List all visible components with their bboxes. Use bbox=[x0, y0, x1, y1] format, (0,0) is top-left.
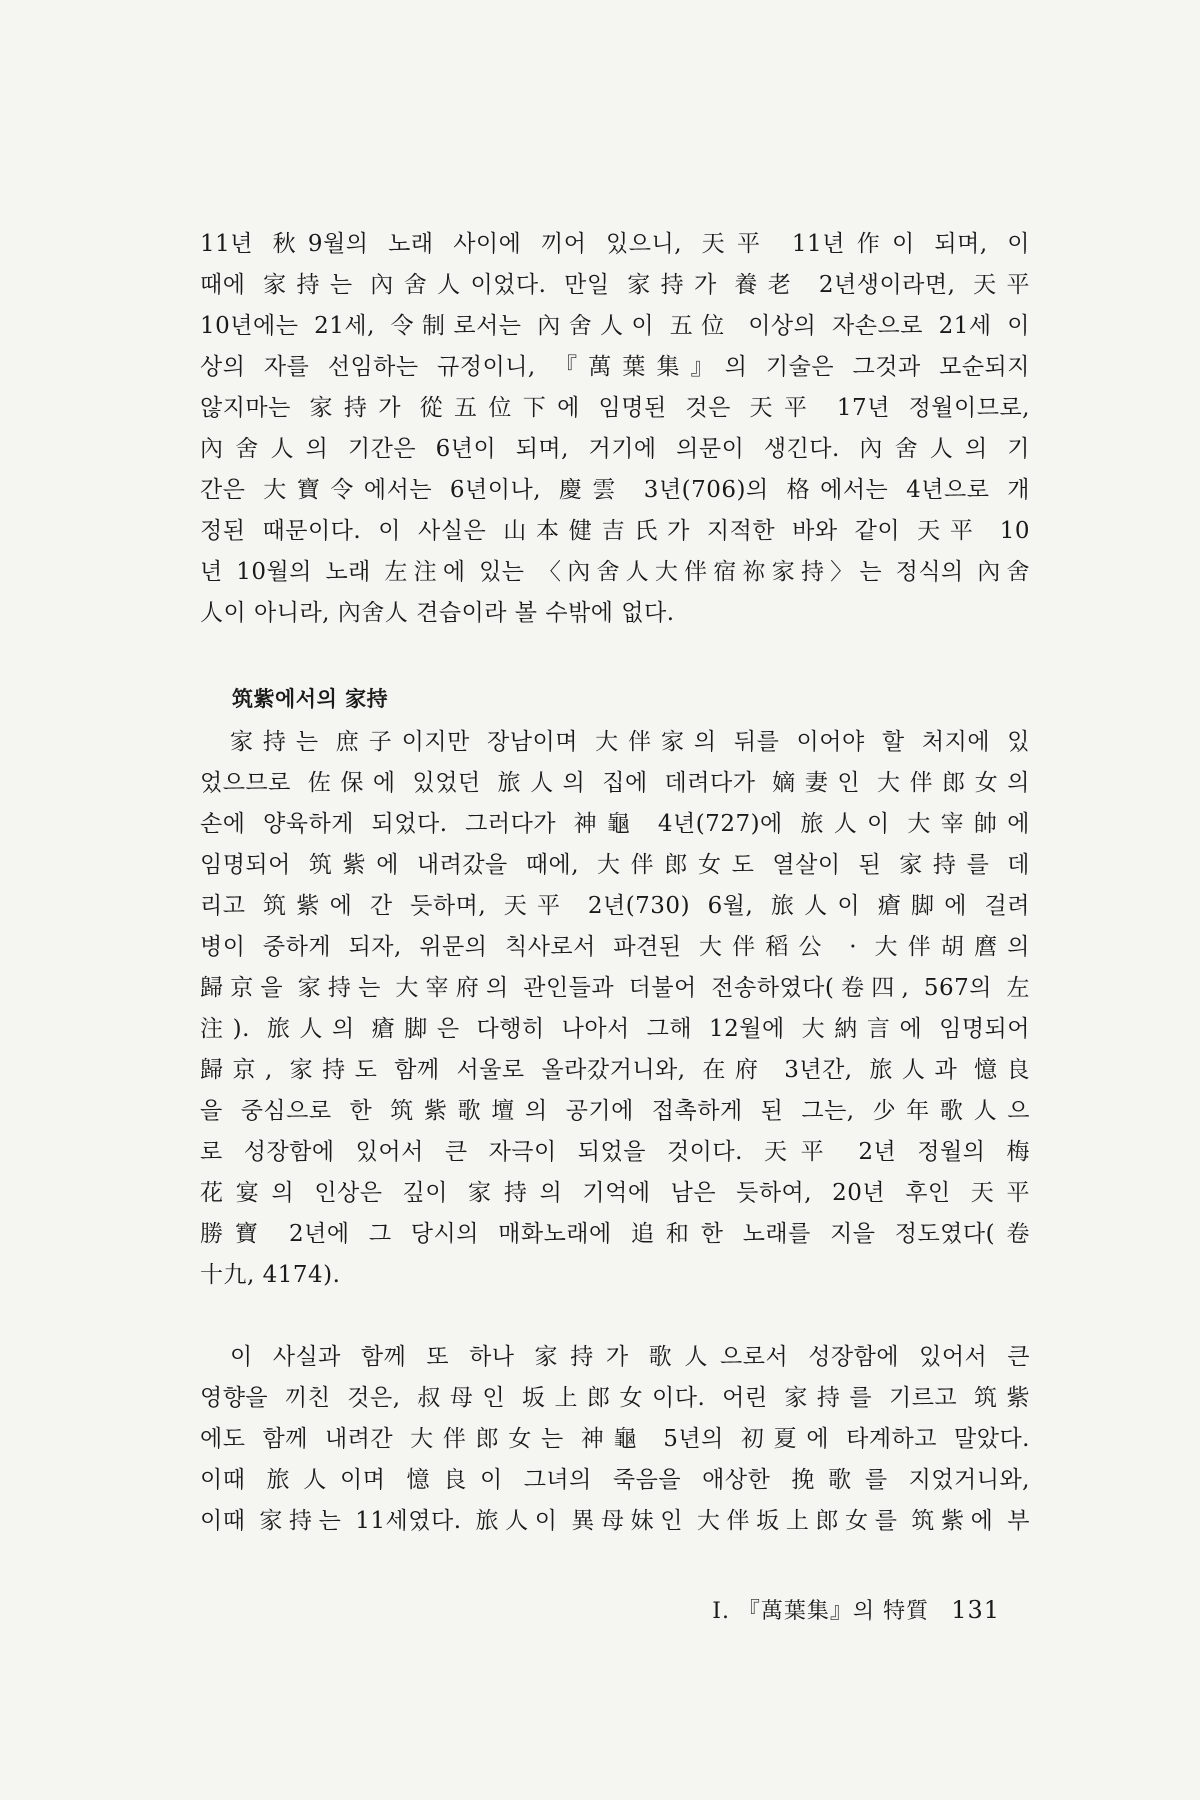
text-line: 정된 때문이다. 이 사실은 山本健吉氏가 지적한 바와 같이 天平 10 bbox=[200, 518, 1030, 544]
text-line: 에도 함께 내려간 大伴郎女는 神龜 5년의 初夏에 타계하고 말았다. bbox=[200, 1426, 1030, 1452]
text-line: 병이 중하게 되자, 위문의 칙사로서 파견된 大伴稻公 · 大伴胡麿의 bbox=[200, 934, 1030, 960]
text-line: 勝寶 2년에 그 당시의 매화노래에 追和한 노래를 지을 정도였다(卷 bbox=[200, 1221, 1030, 1247]
page-footer bbox=[712, 1593, 1000, 1629]
text-line: 11년 秋9월의 노래 사이에 끼어 있으니, 天平 11년作이 되며, 이 bbox=[200, 231, 1030, 257]
text-line: 內舍人의 기간은 6년이 되며, 거기에 의문이 생긴다. 內舍人의 기 bbox=[200, 436, 1030, 462]
text-line: 영향을 끼친 것은, 叔母인 坂上郎女이다. 어린 家持를 기르고 筑紫 bbox=[200, 1385, 1030, 1411]
text-line: 注). 旅人의 瘡脚은 다행히 나아서 그해 12월에 大納言에 임명되어 bbox=[200, 1016, 1030, 1042]
page-number: 131 bbox=[951, 1596, 1000, 1624]
text-line: 상의 자를 선임하는 규정이니, 『萬葉集』의 기술은 그것과 모순되지 bbox=[200, 354, 1030, 380]
text-line: 十九, 4174). bbox=[200, 1262, 341, 1288]
paragraph-3 bbox=[200, 1337, 1030, 1542]
text-line: 歸京을 家持는 大宰府의 관인들과 더불어 전송하였다(卷四, 567의 左 bbox=[200, 975, 1030, 1001]
text-line: 간은 大寶令에서는 6년이나, 慶雲 3년(706)의 格에서는 4년으로 개 bbox=[200, 477, 1030, 503]
running-title: I. 『萬葉集』의 特質 bbox=[712, 1599, 930, 1624]
text-line: 歸京, 家持도 함께 서울로 올라갔거니와, 在府 3년간, 旅人과 憶良 bbox=[200, 1057, 1030, 1083]
text-line: 花宴의 인상은 깊이 家持의 기억에 남은 듯하여, 20년 후인 天平 bbox=[200, 1180, 1030, 1206]
text-line: 人이 아니라, 內舍人 견습이라 볼 수밖에 없다. bbox=[200, 600, 675, 626]
text-line: 10년에는 21세, 令制로서는 內舍人이 五位 이상의 자손으로 21세 이 bbox=[200, 313, 1030, 339]
text-line: 때에 家持는 內舍人이었다. 만일 家持가 養老 2년생이라면, 天平 bbox=[200, 272, 1030, 298]
section-heading: 筑紫에서의 家持 bbox=[232, 686, 389, 711]
text-line: 이 사실과 함께 또 하나 家持가 歌人으로서 성장함에 있어서 큰 bbox=[230, 1344, 1030, 1370]
text-line: 않지마는 家持가 從五位下에 임명된 것은 天平 17년 정월이므로, bbox=[200, 395, 1030, 421]
paragraph-2 bbox=[200, 722, 1030, 1296]
text-line: 家持는 庶子이지만 장남이며 大伴家의 뒤를 이어야 할 처지에 있 bbox=[230, 729, 1030, 755]
text-line: 년 10월의 노래 左注에 있는 〈內舍人大伴宿祢家持〉는 정식의 內舍 bbox=[200, 559, 1030, 585]
text-line: 임명되어 筑紫에 내려갔을 때에, 大伴郎女도 열살이 된 家持를 데 bbox=[200, 852, 1030, 878]
text-line: 리고 筑紫에 간 듯하며, 天平 2년(730) 6월, 旅人이 瘡脚에 걸려 bbox=[200, 893, 1030, 919]
text-line: 이때 旅人이며 憶良이 그녀의 죽음을 애상한 挽歌를 지었거니와, bbox=[200, 1467, 1030, 1493]
text-line: 을 중심으로 한 筑紫歌壇의 공기에 접촉하게 된 그는, 少年歌人으 bbox=[200, 1098, 1030, 1124]
text-line: 손에 양육하게 되었다. 그러다가 神龜 4년(727)에 旅人이 大宰帥에 bbox=[200, 811, 1030, 837]
text-line: 로 성장함에 있어서 큰 자극이 되었을 것이다. 天平 2년 정월의 梅 bbox=[200, 1139, 1030, 1165]
text-line: 이때 家持는 11세였다. 旅人이 異母妹인 大伴坂上郎女를 筑紫에 부 bbox=[200, 1508, 1030, 1534]
text-line: 었으므로 佐保에 있었던 旅人의 집에 데려다가 嫡妻인 大伴郎女의 bbox=[200, 770, 1030, 796]
paragraph-1 bbox=[200, 224, 1030, 634]
